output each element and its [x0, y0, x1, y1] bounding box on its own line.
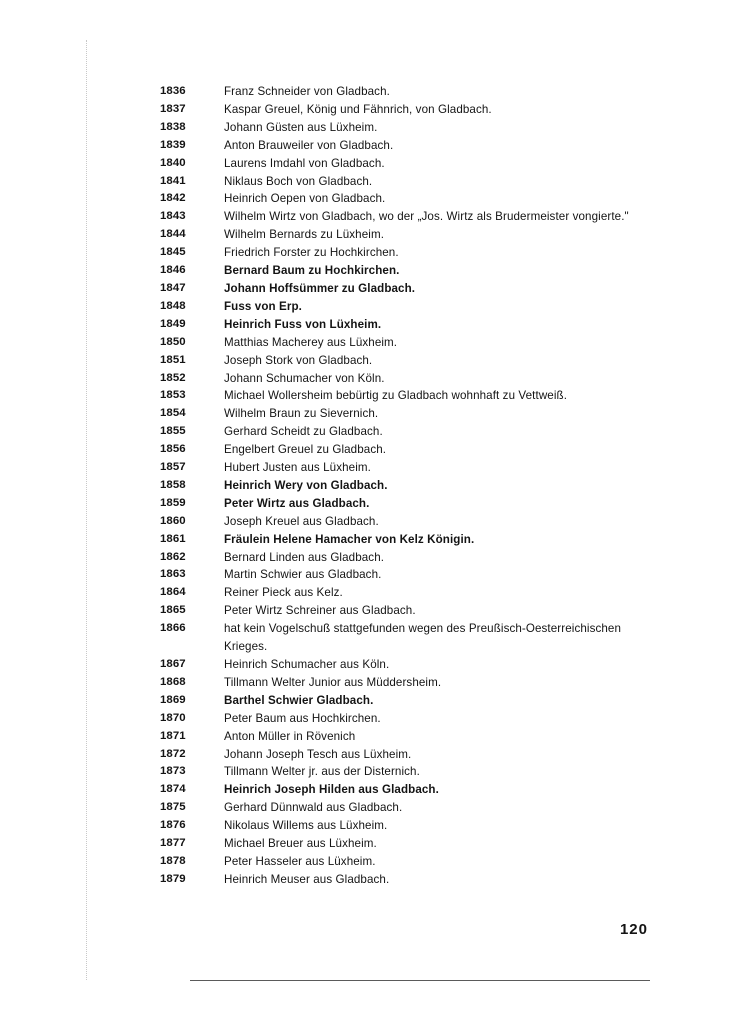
- list-item: [160, 566, 650, 584]
- entry-text: Joseph Kreuel aus Gladbach.: [224, 514, 379, 528]
- entry-text: Bernard Linden aus Gladbach.: [224, 550, 385, 564]
- entry-year: 1878: [160, 854, 186, 867]
- list-item: [160, 746, 650, 764]
- entry-text: Engelbert Greuel zu Gladbach.: [224, 443, 387, 457]
- chronicle-list: [160, 83, 650, 889]
- entry-year: 1868: [160, 675, 186, 688]
- entry-year: 1867: [160, 658, 186, 670]
- entry-text: Tillmann Welter Junior aus Müddersheim.: [224, 675, 442, 689]
- entry-year: 1841: [160, 174, 186, 187]
- entry-year: 1860: [160, 514, 186, 527]
- list-item: [160, 352, 650, 370]
- entry-year: 1874: [160, 783, 186, 796]
- list-item: [160, 83, 650, 101]
- entry-text: Wilhelm Wirtz von Gladbach, wo der „Jos. Wirtz als Brudermeister vongierte.": [224, 210, 629, 224]
- entry-year: 1879: [160, 872, 186, 885]
- entry-text: Peter Baum aus Hochkirchen.: [224, 711, 381, 725]
- entry-year: 1876: [160, 819, 186, 832]
- entry-year: 1852: [160, 371, 186, 384]
- entry-text: Heinrich Schumacher aus Köln.: [224, 658, 390, 671]
- list-item: [160, 835, 650, 853]
- entry-text: Joseph Stork von Gladbach.: [224, 353, 373, 367]
- entry-text: Heinrich Joseph Hilden aus Gladbach.: [224, 783, 439, 797]
- entry-text: Anton Brauweiler von Gladbach.: [224, 138, 394, 152]
- entry-text: Nikolaus Willems aus Lüxheim.: [224, 819, 388, 833]
- entry-year: 1862: [160, 550, 186, 563]
- list-item: [160, 262, 650, 280]
- list-item: [160, 602, 650, 620]
- entry-text: Heinrich Wery von Gladbach.: [224, 478, 388, 492]
- entry-year: 1877: [160, 837, 186, 850]
- entry-year: 1843: [160, 210, 186, 223]
- entry-text: Michael Wollersheim bebürtig zu Gladbach wohnhaft zu Vettweiß.: [224, 389, 568, 403]
- list-item: [160, 763, 650, 781]
- entry-year: 1836: [160, 85, 186, 97]
- list-item: [160, 316, 650, 334]
- list-item: [160, 334, 650, 352]
- entry-year: 1866: [160, 622, 186, 635]
- list-item: [160, 495, 650, 513]
- list-item: [160, 441, 650, 459]
- entry-year: 1844: [160, 228, 186, 241]
- entry-text: Heinrich Meuser aus Gladbach.: [224, 872, 390, 886]
- entry-text: Tillmann Welter jr. aus der Disternich.: [224, 765, 420, 779]
- list-item: [160, 477, 650, 495]
- list-item: [160, 513, 650, 531]
- list-item: [160, 405, 650, 423]
- list-item: [160, 387, 650, 405]
- entry-year: 1837: [160, 102, 186, 115]
- entry-text: Barthel Schwier Gladbach.: [224, 693, 374, 707]
- list-item: [160, 692, 650, 710]
- entry-year: 1857: [160, 461, 186, 474]
- entry-text: hat kein Vogelschuß stattgefunden wegen des Preußisch-Oesterreichischen Krieges.: [224, 622, 622, 654]
- entry-year: 1875: [160, 801, 186, 814]
- list-item: [160, 620, 650, 656]
- list-item: [160, 584, 650, 602]
- entry-text: Laurens Imdahl von Gladbach.: [224, 156, 385, 170]
- entry-year: 1855: [160, 425, 186, 438]
- entry-year: 1839: [160, 138, 186, 151]
- list-item: [160, 173, 650, 191]
- entry-text: Bernard Baum zu Hochkirchen.: [224, 264, 400, 278]
- entry-year: 1845: [160, 246, 186, 259]
- entry-year: 1849: [160, 317, 186, 330]
- entry-year: 1865: [160, 604, 186, 617]
- list-item: [160, 871, 650, 889]
- list-item: [160, 531, 650, 549]
- entry-text: Peter Wirtz aus Gladbach.: [224, 496, 370, 510]
- entry-year: 1847: [160, 281, 186, 294]
- list-item: [160, 298, 650, 316]
- entry-year: 1851: [160, 353, 186, 366]
- entry-text: Niklaus Boch von Gladbach.: [224, 174, 373, 188]
- entry-year: 1873: [160, 765, 186, 778]
- entry-text: Anton Müller in Rövenich: [224, 729, 356, 743]
- entry-text: Heinrich Oepen von Gladbach.: [224, 192, 386, 206]
- entry-year: 1861: [160, 532, 186, 545]
- entry-year: 1848: [160, 299, 186, 312]
- list-item: [160, 190, 650, 208]
- entry-year: 1853: [160, 389, 186, 402]
- entry-year: 1871: [160, 729, 186, 742]
- list-item: [160, 549, 650, 567]
- list-item: [160, 101, 650, 119]
- entry-year: 1854: [160, 407, 186, 420]
- entry-text: Fuss von Erp.: [224, 299, 302, 313]
- entry-year: 1842: [160, 192, 186, 205]
- entry-year: 1856: [160, 443, 186, 456]
- entry-text: Wilhelm Braun zu Sievernich.: [224, 407, 379, 421]
- entry-text: Heinrich Fuss von Lüxheim.: [224, 317, 382, 331]
- list-item: [160, 370, 650, 388]
- entry-text: Gerhard Dünnwald aus Gladbach.: [224, 801, 403, 815]
- entry-text: Peter Hasseler aus Lüxheim.: [224, 854, 376, 868]
- list-item: [160, 459, 650, 477]
- scan-edge-mark: [86, 40, 87, 980]
- entry-text: Kaspar Greuel, König und Fähnrich, von Gladbach.: [224, 102, 492, 116]
- list-item: [160, 728, 650, 746]
- list-item: [160, 817, 650, 835]
- footer-rule: [190, 980, 650, 981]
- entry-year: 1863: [160, 568, 186, 581]
- list-item: [160, 280, 650, 298]
- entry-text: Friedrich Forster zu Hochkirchen.: [224, 246, 399, 260]
- entry-text: Johann Hoffsümmer zu Gladbach.: [224, 281, 416, 295]
- list-item: [160, 656, 650, 674]
- list-item: [160, 781, 650, 799]
- entry-text: Johann Joseph Tesch aus Lüxheim.: [224, 747, 412, 761]
- entry-year: 1869: [160, 693, 186, 706]
- list-item: [160, 674, 650, 692]
- entry-text: Wilhelm Bernards zu Lüxheim.: [224, 228, 385, 242]
- entry-year: 1846: [160, 264, 186, 277]
- list-item: [160, 244, 650, 262]
- entry-year: 1872: [160, 747, 186, 760]
- list-item: [160, 423, 650, 441]
- list-item: [160, 137, 650, 155]
- entry-year: 1870: [160, 711, 186, 724]
- entry-text: Johann Schumacher von Köln.: [224, 371, 385, 385]
- entry-text: Johann Güsten aus Lüxheim.: [224, 120, 378, 134]
- entry-text: Reiner Pieck aus Kelz.: [224, 586, 343, 600]
- list-item: [160, 155, 650, 173]
- list-item: [160, 119, 650, 137]
- entry-text: Michael Breuer aus Lüxheim.: [224, 837, 377, 851]
- entry-year: 1838: [160, 120, 186, 133]
- entry-text: Peter Wirtz Schreiner aus Gladbach.: [224, 604, 416, 618]
- entry-year: 1840: [160, 156, 186, 169]
- entry-text: Fräulein Helene Hamacher von Kelz Königin.: [224, 532, 475, 546]
- list-item: [160, 226, 650, 244]
- list-item: [160, 853, 650, 871]
- list-item: [160, 208, 650, 226]
- entry-year: 1858: [160, 478, 186, 491]
- page-number: 120: [619, 921, 648, 938]
- entry-text: Matthias Macherey aus Lüxheim.: [224, 335, 398, 349]
- entry-text: Franz Schneider von Gladbach.: [224, 85, 390, 98]
- list-item: [160, 710, 650, 728]
- entry-year: 1850: [160, 335, 186, 348]
- entry-text: Gerhard Scheidt zu Gladbach.: [224, 425, 383, 439]
- entry-text: Hubert Justen aus Lüxheim.: [224, 461, 371, 475]
- list-item: [160, 799, 650, 817]
- entry-year: 1859: [160, 496, 186, 509]
- entry-year: 1864: [160, 586, 186, 599]
- entry-text: Martin Schwier aus Gladbach.: [224, 568, 382, 582]
